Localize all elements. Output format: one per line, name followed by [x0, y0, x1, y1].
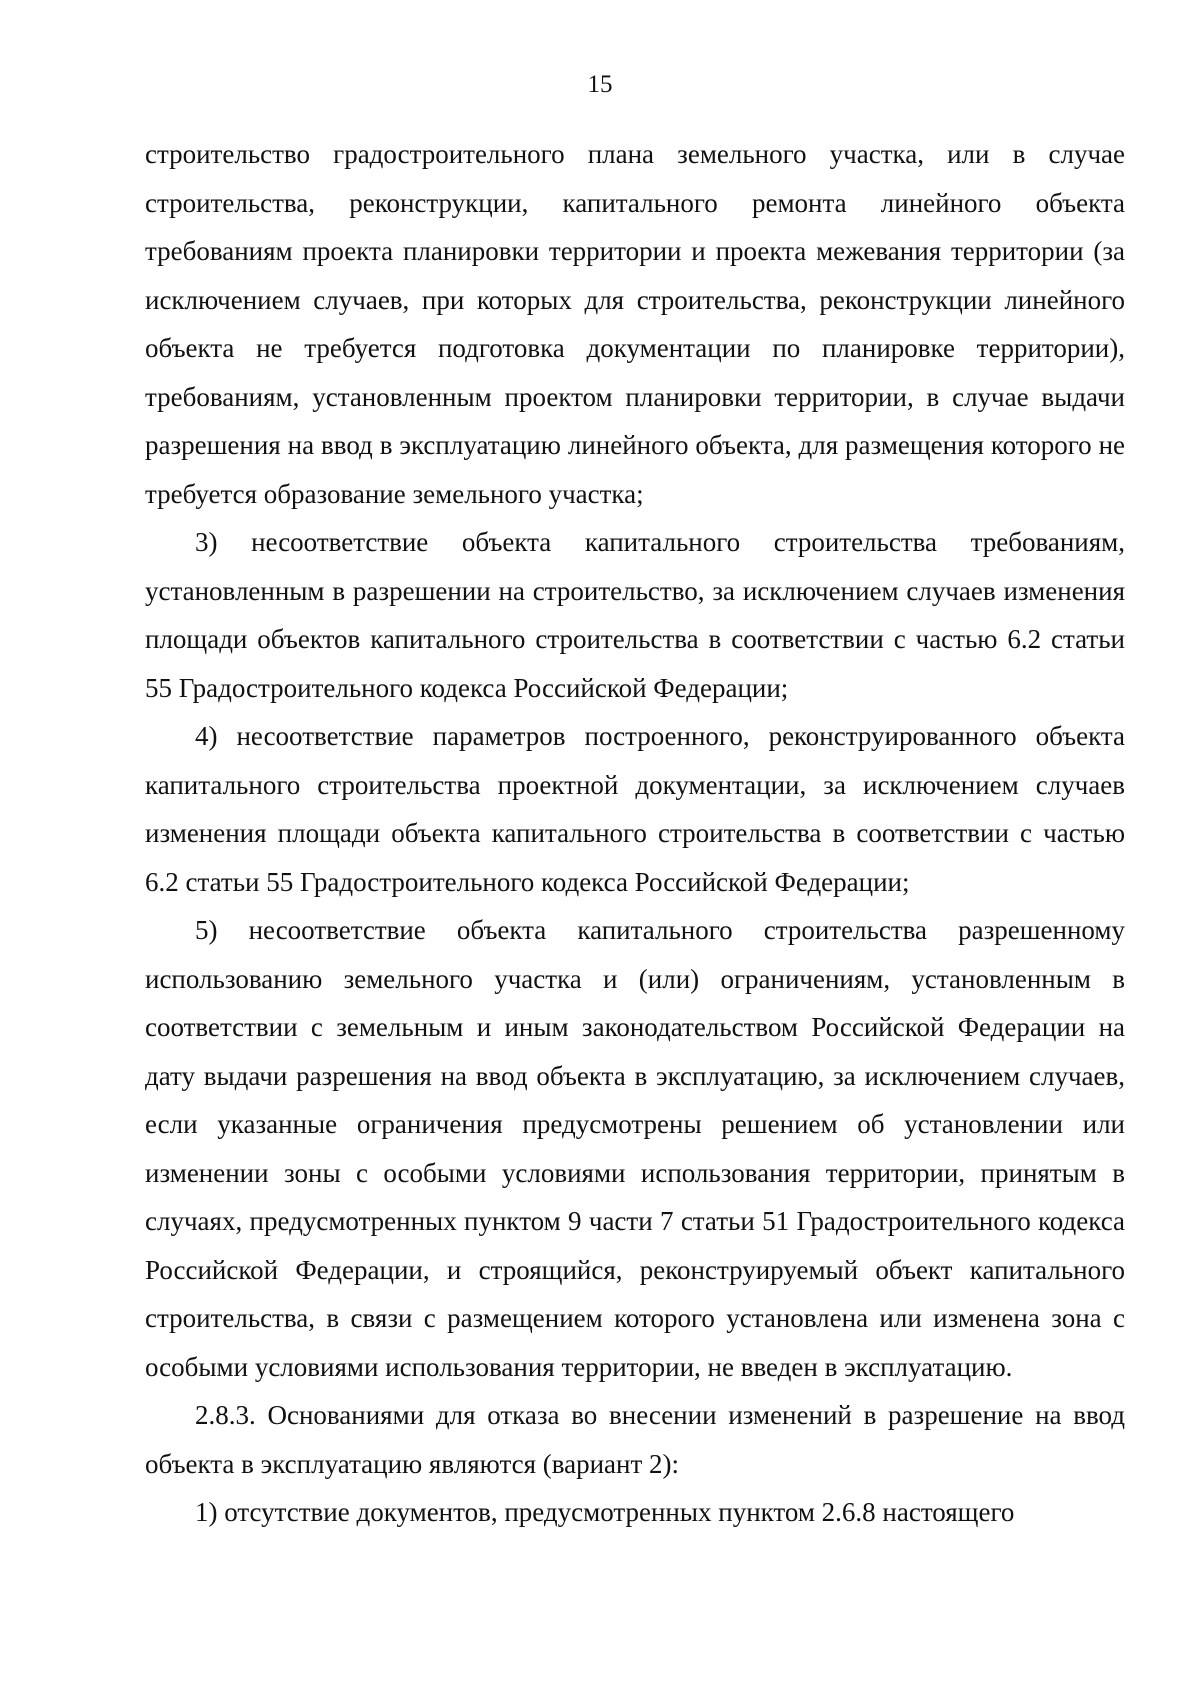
paragraph-item-1-truncated: 1) отсутствие документов, предусмотренных пунктом 2.6.8 настоящего — [195, 1497, 1015, 1527]
paragraph-item-3: 3) несоответствие объекта капитального строительства требованиям, установленным в разрешении на строительство, за исключением случаев изменения площади объектов капитального строительства в соответствии с частью 6.2 статьи 55 Градостроительного кодекса Российской Федерации; — [145, 527, 1125, 703]
paragraph-item-4: 4) несоответствие параметров построенного, реконструированного объекта капитального строительства проектной документации, за исключением случаев изменения площади объекта капитального строительства в соответствии с частью 6.2 статьи 55 Градостроительного кодекса Российской Федерации; — [145, 721, 1125, 897]
paragraph-continuation: строительство градостроительного плана земельного участка, или в случае строительства, реконструкции, капитального ремонта линейного объекта требованиям проекта планировки территории и проекта межевания территории (за исключением случаев, при которых для строительства, реконструкции линейного объекта не требуется подготовка документации по планировке территории), требованиям, установленным проектом планировки территории, в случае выдачи разрешения на ввод в эксплуатацию линейного объекта, для размещения которого не требуется образование земельного участка; — [145, 139, 1125, 509]
paragraph-section-2-8-3: 2.8.3. Основаниями для отказа во внесении изменений в разрешение на ввод объекта в эксплуатацию являются (вариант 2): — [145, 1400, 1125, 1479]
page-number: 15 — [587, 71, 613, 98]
document-body — [145, 130, 1125, 1537]
paragraph-item-5: 5) несоответствие объекта капитального строительства разрешенному использованию земельного участка и (или) ограничениям, установленным в соответствии с земельным и иным законодательством Российской Федерации на дату выдачи разрешения на ввод объекта в эксплуатацию, за исключением случаев, если указанные ограничения предусмотрены решением об установлении или изменении зоны с особыми условиями использования территории, принятым в случаях, предусмотренных пунктом 9 части 7 статьи 51 Градостроительного кодекса Российской Федерации, и строящийся, реконструируемый объект капитального строительства, в связи с размещением которого установлена или изменена зона с особыми условиями использования территории, не введен в эксплуатацию. — [145, 915, 1125, 1382]
